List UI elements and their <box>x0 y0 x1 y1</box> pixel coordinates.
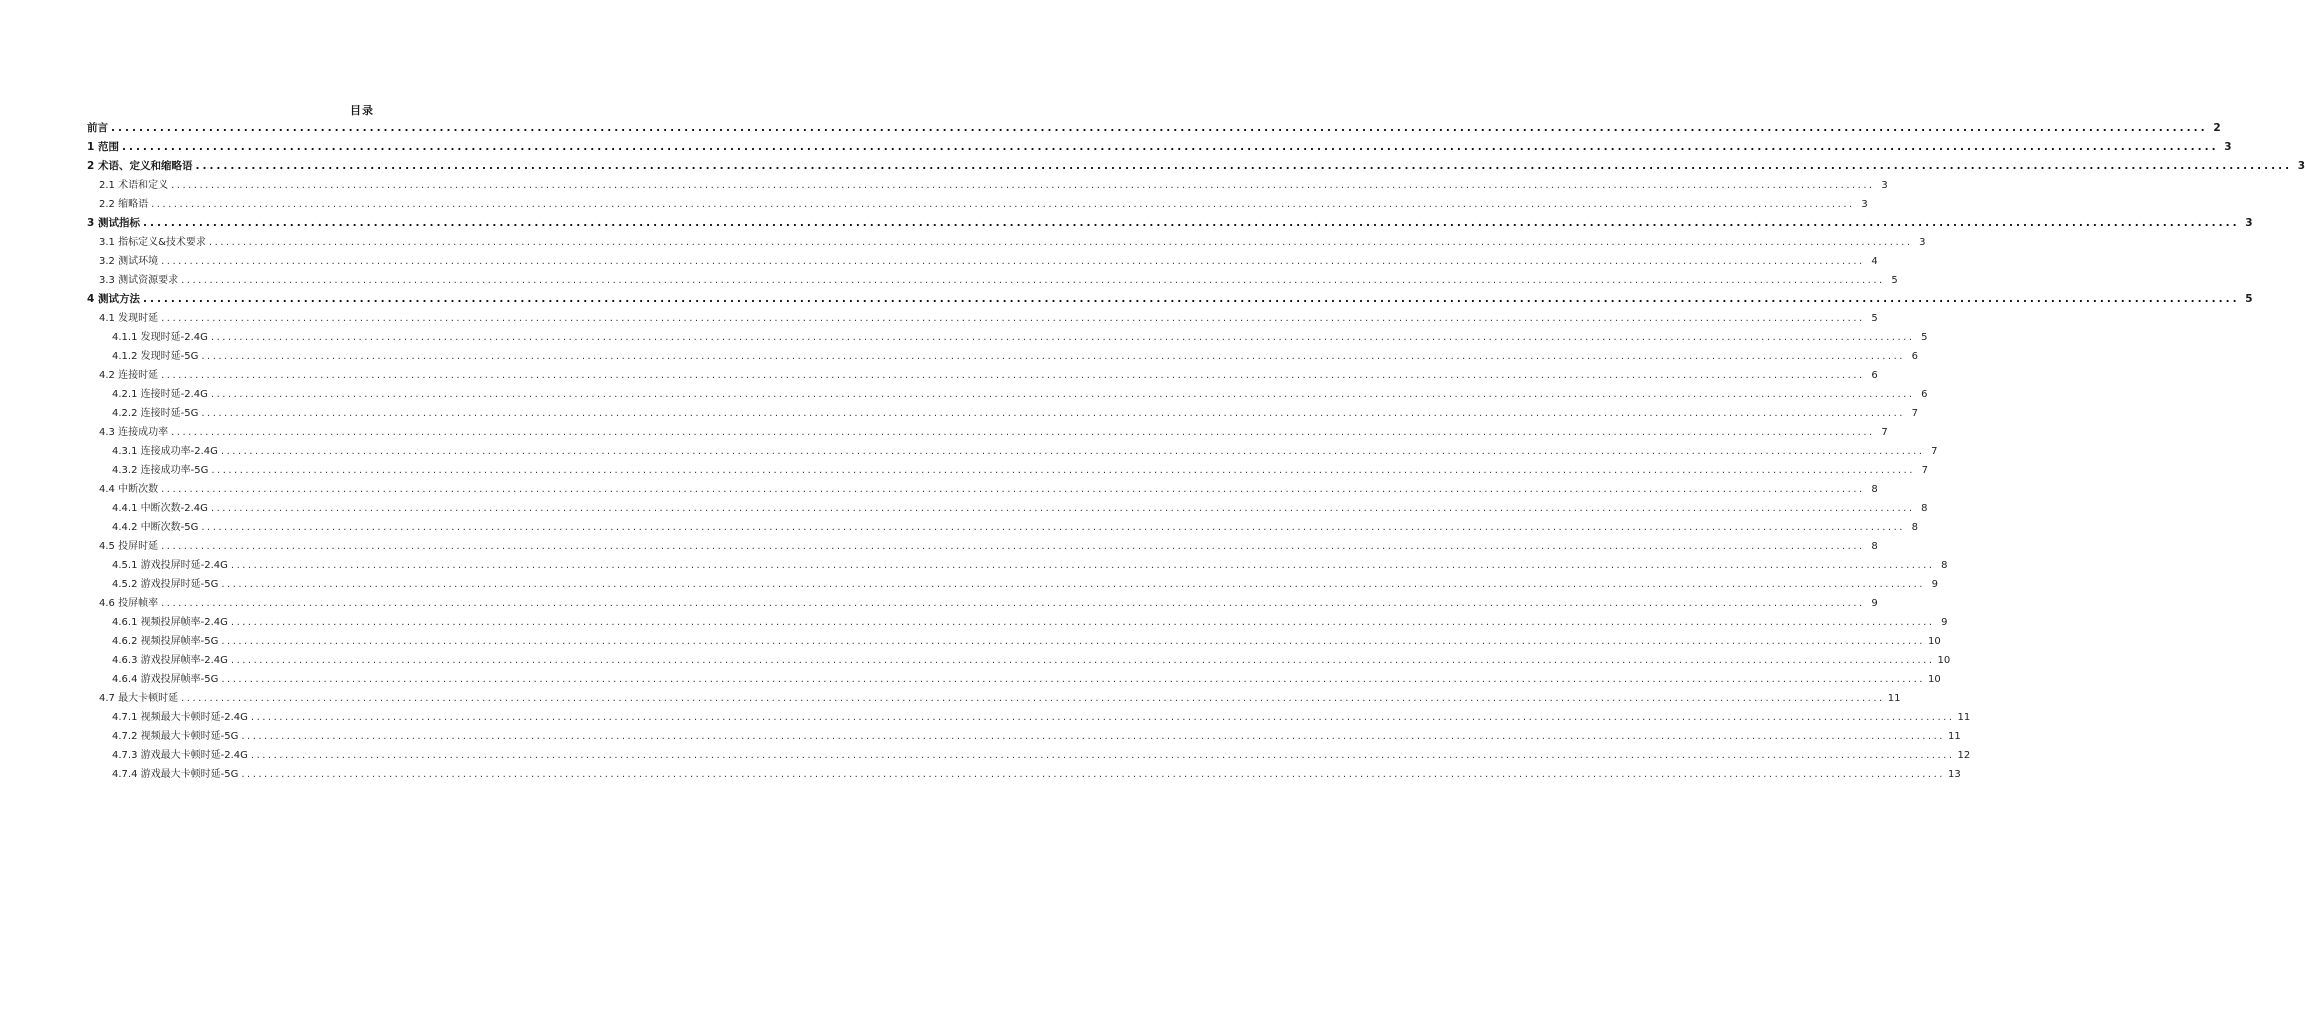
toc-page-number: 3 <box>2224 141 2232 153</box>
toc-page-number: 5 <box>1921 332 1928 343</box>
toc-entry[interactable] <box>87 347 1918 366</box>
toc-entry[interactable] <box>87 119 2221 138</box>
toc-dot-leader: ............................................................................................................................................................................................................................................................................................................ <box>142 217 2240 229</box>
toc-dot-leader: ............................................................................................................................................................................................................................................................................................................ <box>250 712 1955 723</box>
toc-entry[interactable] <box>87 385 1928 404</box>
toc-entry[interactable] <box>87 518 1918 537</box>
toc-dot-leader: ............................................................................................................................................................................................................................................................................................................ <box>220 446 1925 457</box>
toc-entry-label: 4.3.2 连接成功率-5G <box>112 465 209 476</box>
toc-dot-leader: ............................................................................................................................................................................................................................................................................................................ <box>210 332 1915 343</box>
toc-entry-label: 3 测试指标 <box>87 217 140 229</box>
toc-page-number: 2 <box>2213 122 2221 134</box>
toc-dot-leader: ............................................................................................................................................................................................................................................................................................................ <box>161 598 1865 609</box>
toc-entry[interactable] <box>87 594 1878 613</box>
table-of-contents <box>87 119 2305 784</box>
toc-dot-leader: ............................................................................................................................................................................................................................................................................................................ <box>230 655 1935 666</box>
toc-page-number: 7 <box>1881 427 1888 438</box>
toc-entry[interactable] <box>87 746 1971 765</box>
toc-entry-label: 4.6.1 视频投屏帧率-2.4G <box>112 617 228 628</box>
toc-entry-label: 4.5 投屏时延 <box>99 541 159 552</box>
toc-entry-label: 3.2 测试环境 <box>99 256 159 267</box>
toc-page-number: 8 <box>1941 560 1948 571</box>
toc-entry[interactable] <box>87 442 1938 461</box>
toc-page-number: 10 <box>1927 674 1941 685</box>
toc-entry-label: 4.2.1 连接时延-2.4G <box>112 389 208 400</box>
toc-entry-label: 4.6.3 游戏投屏帧率-2.4G <box>112 655 228 666</box>
toc-dot-leader: ............................................................................................................................................................................................................................................................................................................ <box>161 370 1865 381</box>
toc-page-number: 3 <box>1919 237 1926 248</box>
toc-dot-leader: ............................................................................................................................................................................................................................................................................................................ <box>161 313 1865 324</box>
toc-entry[interactable] <box>87 176 1888 195</box>
toc-dot-leader: ............................................................................................................................................................................................................................................................................................................ <box>171 180 1875 191</box>
toc-entry[interactable] <box>87 328 1928 347</box>
toc-page-number: 4 <box>1871 256 1878 267</box>
toc-entry-label: 4.3 连接成功率 <box>99 427 169 438</box>
toc-entry[interactable] <box>87 214 2253 233</box>
toc-entry-label: 4.5.2 游戏投屏时延-5G <box>112 579 219 590</box>
toc-entry[interactable] <box>87 252 1878 271</box>
toc-entry-label: 4.7 最大卡顿时延 <box>99 693 179 704</box>
toc-entry[interactable] <box>87 366 1878 385</box>
toc-entry[interactable] <box>87 727 1961 746</box>
toc-page-number: 9 <box>1931 579 1938 590</box>
toc-page-number: 12 <box>1957 750 1971 761</box>
toc-entry-label: 4.1 发现时延 <box>99 313 159 324</box>
toc-entry-label: 4.7.2 视频最大卡顿时延-5G <box>112 731 239 742</box>
toc-page-number: 8 <box>1871 484 1878 495</box>
toc-dot-leader: ............................................................................................................................................................................................................................................................................................................ <box>241 731 1945 742</box>
toc-page-number: 10 <box>1937 655 1951 666</box>
toc-entry-label: 4.1.2 发现时延-5G <box>112 351 199 362</box>
toc-dot-leader: ............................................................................................................................................................................................................................................................................................................ <box>211 465 1915 476</box>
toc-entry-label: 4.7.1 视频最大卡顿时延-2.4G <box>112 712 248 723</box>
toc-entry[interactable] <box>87 575 1938 594</box>
toc-dot-leader: ............................................................................................................................................................................................................................................................................................................ <box>210 503 1915 514</box>
toc-entry[interactable] <box>87 651 1951 670</box>
toc-page-number: 6 <box>1871 370 1878 381</box>
toc-entry[interactable] <box>87 309 1878 328</box>
toc-entry-label: 4.4 中断次数 <box>99 484 159 495</box>
toc-dot-leader: ............................................................................................................................................................................................................................................................................................................ <box>221 674 1925 685</box>
toc-entry-label: 4.7.3 游戏最大卡顿时延-2.4G <box>112 750 248 761</box>
toc-page-number: 6 <box>1921 389 1928 400</box>
toc-entry[interactable] <box>87 404 1918 423</box>
toc-entry[interactable] <box>87 157 2305 176</box>
toc-entry[interactable] <box>87 271 1898 290</box>
toc-page-number: 8 <box>1871 541 1878 552</box>
toc-page-number: 5 <box>1871 313 1878 324</box>
toc-entry[interactable] <box>87 233 1926 252</box>
toc-dot-leader: ............................................................................................................................................................................................................................................................................................................ <box>230 560 1935 571</box>
toc-page-number: 7 <box>1921 465 1928 476</box>
toc-entry-label: 1 范围 <box>87 141 119 153</box>
toc-entry-label: 4.6.4 游戏投屏帧率-5G <box>112 674 219 685</box>
toc-page-number: 9 <box>1871 598 1878 609</box>
toc-dot-leader: ............................................................................................................................................................................................................................................................................................................ <box>195 160 2293 172</box>
toc-page-number: 5 <box>1891 275 1898 286</box>
toc-entry-label: 4.6 投屏帧率 <box>99 598 159 609</box>
toc-dot-leader: ............................................................................................................................................................................................................................................................................................................ <box>151 199 1855 210</box>
toc-entry-label: 2.2 缩略语 <box>99 199 149 210</box>
toc-entry[interactable] <box>87 290 2253 309</box>
toc-title: 目录 <box>350 104 374 117</box>
toc-page-number: 13 <box>1947 769 1961 780</box>
toc-entry-label: 4.4.1 中断次数-2.4G <box>112 503 208 514</box>
toc-entry[interactable] <box>87 537 1878 556</box>
toc-dot-leader: ............................................................................................................................................................................................................................................................................................................ <box>161 484 1865 495</box>
toc-page-number: 8 <box>1911 522 1918 533</box>
toc-entry[interactable] <box>87 632 1941 651</box>
toc-entry[interactable] <box>87 670 1941 689</box>
toc-page-number: 8 <box>1921 503 1928 514</box>
toc-dot-leader: ............................................................................................................................................................................................................................................................................................................ <box>221 579 1925 590</box>
toc-entry[interactable] <box>87 765 1961 784</box>
toc-dot-leader: ............................................................................................................................................................................................................................................................................................................ <box>121 141 2219 153</box>
toc-dot-leader: ............................................................................................................................................................................................................................................................................................................ <box>142 293 2240 305</box>
toc-entry[interactable] <box>87 613 1948 632</box>
toc-entry[interactable] <box>87 461 1928 480</box>
toc-page-number: 6 <box>1911 351 1918 362</box>
toc-dot-leader: ............................................................................................................................................................................................................................................................................................................ <box>111 122 2208 134</box>
toc-dot-leader: ............................................................................................................................................................................................................................................................................................................ <box>230 617 1935 628</box>
toc-entry[interactable] <box>87 556 1948 575</box>
toc-page-number: 5 <box>2245 293 2253 305</box>
toc-dot-leader: ............................................................................................................................................................................................................................................................................................................ <box>210 389 1915 400</box>
toc-entry-label: 4.2 连接时延 <box>99 370 159 381</box>
toc-page-number: 3 <box>2245 217 2253 229</box>
toc-dot-leader: ............................................................................................................................................................................................................................................................................................................ <box>161 256 1865 267</box>
toc-entry-label: 4.3.1 连接成功率-2.4G <box>112 446 218 457</box>
toc-dot-leader: ............................................................................................................................................................................................................................................................................................................ <box>181 693 1885 704</box>
toc-page-number: 9 <box>1941 617 1948 628</box>
toc-dot-leader: ............................................................................................................................................................................................................................................................................................................ <box>250 750 1955 761</box>
toc-page-number: 10 <box>1927 636 1941 647</box>
toc-page-number: 3 <box>1881 180 1888 191</box>
toc-page-number: 3 <box>2297 160 2305 172</box>
toc-entry[interactable] <box>87 138 2232 157</box>
toc-page-number: 7 <box>1911 408 1918 419</box>
toc-entry[interactable] <box>87 423 1888 442</box>
toc-entry-label: 4.2.2 连接时延-5G <box>112 408 199 419</box>
toc-dot-leader: ............................................................................................................................................................................................................................................................................................................ <box>201 351 1905 362</box>
toc-dot-leader: ............................................................................................................................................................................................................................................................................................................ <box>221 636 1925 647</box>
toc-entry-label: 4.7.4 游戏最大卡顿时延-5G <box>112 769 239 780</box>
toc-dot-leader: ............................................................................................................................................................................................................................................................................................................ <box>208 237 1913 248</box>
toc-dot-leader: ............................................................................................................................................................................................................................................................................................................ <box>201 408 1905 419</box>
toc-entry[interactable] <box>87 499 1928 518</box>
toc-dot-leader: ............................................................................................................................................................................................................................................................................................................ <box>241 769 1945 780</box>
toc-entry-label: 4.5.1 游戏投屏时延-2.4G <box>112 560 228 571</box>
toc-page-number: 11 <box>1947 731 1961 742</box>
toc-entry[interactable] <box>87 195 1868 214</box>
toc-page-number: 7 <box>1931 446 1938 457</box>
toc-entry-label: 4.6.2 视频投屏帧率-5G <box>112 636 219 647</box>
toc-page-number: 11 <box>1957 712 1971 723</box>
toc-page-number: 3 <box>1861 199 1868 210</box>
toc-entry-label: 4.4.2 中断次数-5G <box>112 522 199 533</box>
toc-dot-leader: ............................................................................................................................................................................................................................................................................................................ <box>181 275 1885 286</box>
toc-entry-label: 3.1 指标定义&技术要求 <box>99 237 206 248</box>
toc-entry-label: 4.1.1 发现时延-2.4G <box>112 332 208 343</box>
toc-entry-label: 2.1 术语和定义 <box>99 180 169 191</box>
toc-dot-leader: ............................................................................................................................................................................................................................................................................................................ <box>171 427 1875 438</box>
toc-entry[interactable] <box>87 708 1971 727</box>
toc-dot-leader: ............................................................................................................................................................................................................................................................................................................ <box>201 522 1905 533</box>
toc-entry-label: 3.3 测试资源要求 <box>99 275 179 286</box>
toc-entry-label: 2 术语、定义和缩略语 <box>87 160 193 172</box>
toc-entry[interactable] <box>87 689 1901 708</box>
toc-entry-label: 前言 <box>87 122 108 134</box>
toc-page-number: 11 <box>1887 693 1901 704</box>
toc-dot-leader: ............................................................................................................................................................................................................................................................................................................ <box>161 541 1865 552</box>
toc-entry-label: 4 测试方法 <box>87 293 140 305</box>
toc-entry[interactable] <box>87 480 1878 499</box>
